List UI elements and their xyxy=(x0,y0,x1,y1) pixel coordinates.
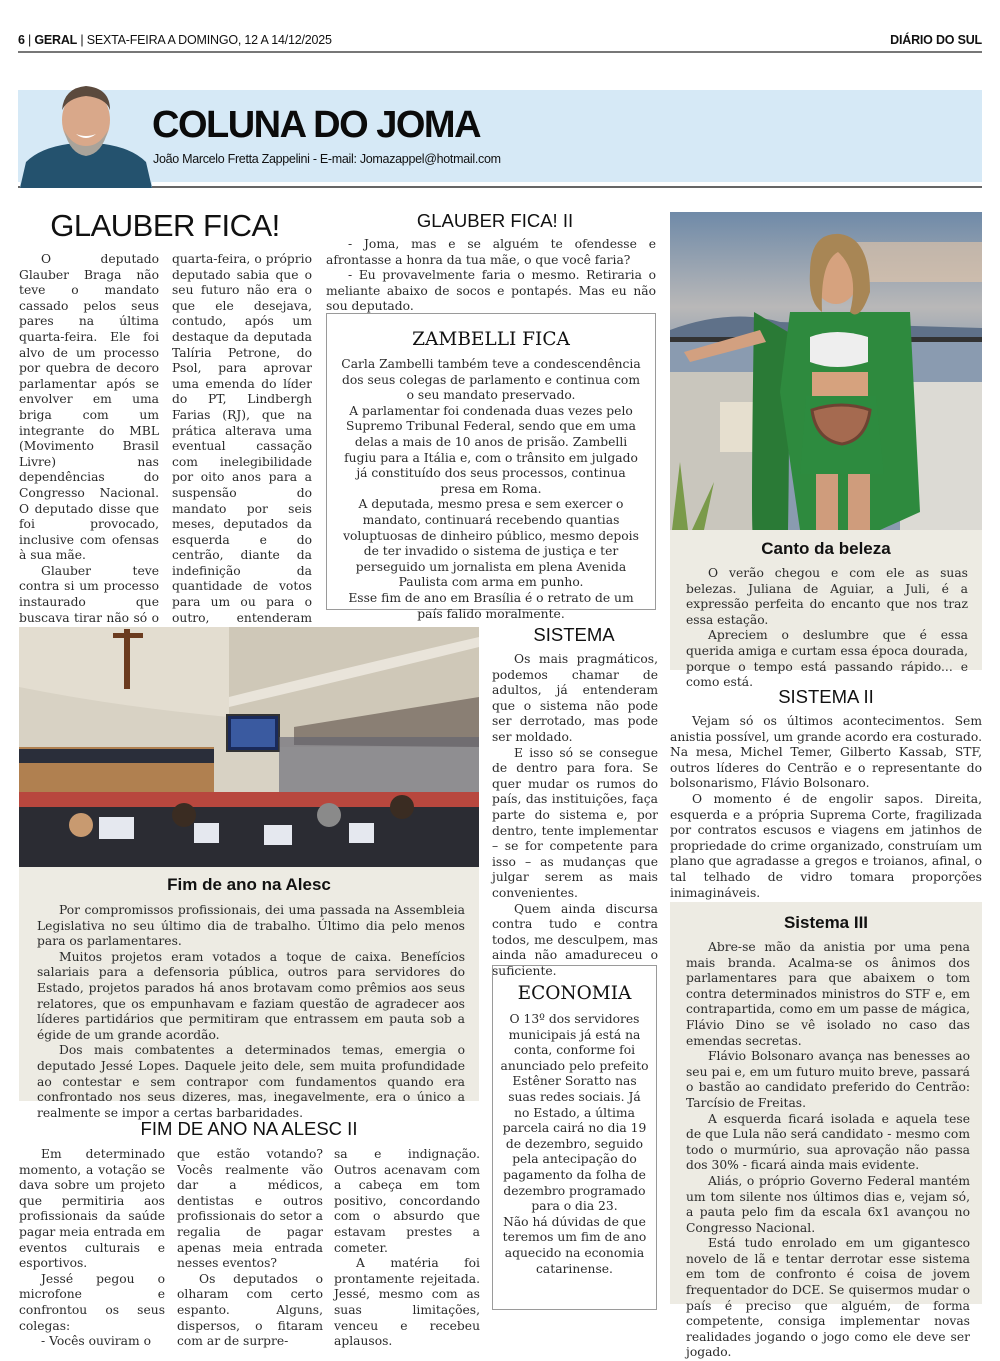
columnist-photo xyxy=(20,80,152,188)
article-column-alesc-2-2 xyxy=(177,1147,323,1350)
article-title-sistema-3: Sistema III xyxy=(783,913,869,932)
article-body-sistema-3 xyxy=(686,940,970,1361)
paragraph: Flávio Bolsonaro avança nas benesses ao seu pai e, em um futuro muito breve, passará o bastão ao candidato preferido do Centrão: Tarcísio de Freitas. xyxy=(686,1049,970,1110)
paragraph: Por compromissos profissionais, dei uma passada na Assembleia Legislativa no seu último dia de trabalho. Último dia pelo menos para os parlamentares. xyxy=(37,903,465,949)
article-title-alesc-2: FIM DE ANO NA ALESC II xyxy=(140,1118,358,1139)
publication-name: DIÁRIO DO SUL xyxy=(890,33,982,47)
paragraph: Glauber teve contra si um processo instaurado que buscava tirar não só o xyxy=(19,563,159,625)
paragraph: Aliás, o próprio Governo Federal mantém um tom silente nos últimos dias e, vejam só, a pauta pelo fim da escala 6x1 avançou no Congresso Nacional. xyxy=(686,1173,970,1235)
folio-left: 6 | GERAL | SEXTA-FEIRA A DOMINGO, 12 A 14/12/2025 xyxy=(18,33,332,47)
paragraph: Não há dúvidas de que teremos um fim de ano aquecido na economia catarinense. xyxy=(502,1214,647,1276)
paragraph: Carla Zambelli também teve a condescendência dos seus colegas de parlamento e continua com o seu mandato preservado. xyxy=(341,357,641,403)
paragraph: Esse fim de ano em Brasília é o retrato de um país falido moralmente. xyxy=(348,590,634,621)
banner-rule xyxy=(18,186,982,188)
page-number: 6 xyxy=(18,33,25,47)
article-body-sistema xyxy=(492,652,658,979)
paragraph: O 13º dos servidores municipais já está na conta, conforme foi anunciado pelo prefeito Estêner Soratto nas suas redes sociais. Já no Estado, a última parcela cairá no dia 19 de dezembro, seguido pela antecipação do pagamento da folha de dezembro programado para o dia 23. xyxy=(500,1012,649,1214)
paragraph: Muitos projetos eram votados a toque de caixa. Benefícios salariais para a defensoria pública, outros para servidores do Estado, projetos parados há anos brotavam como prêmios aos seus relatores, que os empunhavam e faziam questão de agradecer aos líderes partidários que permitiram que entrassem em pauta sob a égide de um grande acordão. xyxy=(37,949,465,1042)
paragraph: Quem ainda discursa contra tudo e contra todos, me desculpem, mas ainda não amadureceu o suficiente. xyxy=(492,901,658,978)
article-title-zambelli: ZAMBELLI FICA xyxy=(412,329,570,350)
section-name: GERAL xyxy=(34,33,78,47)
paragraph: Dos mais combatentes a determinados temas, emergia o deputado Jessé Lopes. Daquele jeito dele, sem muita profundidade ao contestar e sem contrapor com fundamentos quando era confrontado nos seus dizeres, mas, inegavelmente, era o único a realmente se impor a certas barbaridades. xyxy=(37,1043,465,1120)
article-title-glauber: GLAUBER FICA! xyxy=(50,208,280,243)
edition-date: SEXTA-FEIRA A DOMINGO, 12 A 14/12/2025 xyxy=(86,33,332,47)
paragraph: Vejam só os últimos acontecimentos. Sem anistia possível, um grande acordo era costurado. Na mesa, Michel Temer, Gilberto Kassab, STF, outros líderes do Centrão e o representante do bolsonarismo, Flávio Bolsonaro. xyxy=(670,714,982,791)
sistema-3-box xyxy=(670,902,982,1360)
article-body-alesc xyxy=(37,903,465,1121)
article-title-canto: Canto da beleza xyxy=(761,539,891,558)
article-body-glauber-2 xyxy=(326,237,656,315)
article-title-economia: ECONOMIA xyxy=(517,983,632,1004)
paragraph: Os mais pragmáticos, podemos chamar de adultos, já entenderam que o sistema não pode ser derrotado, mas pode ser moldado. xyxy=(492,652,658,744)
paragraph: A matéria foi prontamente rejeitada. Jessé, mesmo com as suas limitações, venceu e recebeu aplausos. xyxy=(334,1256,480,1349)
paragraph: O verão chegou e com ele as suas belezas. Juliana de Aguiar, a Juli, é a expressão perfeita do encanto que nos traz essa estação. xyxy=(686,566,968,627)
economia-box xyxy=(492,965,657,1310)
alesc-plenary-photo xyxy=(19,627,479,867)
paragraph: - Vocês ouviram o xyxy=(41,1334,151,1349)
article-column-alesc-2-1 xyxy=(19,1147,165,1350)
paragraph: A deputada, mesmo presa e sem exercer o mandato, continuará recebendo quantias voluptuosas de dinheiro público, mesmo depois de ter invadido o sistema de justiça e ter perseguido um jornalista em plena Avenida Paulista com arma em punho. xyxy=(343,497,639,590)
paragraph: que estão votando? Vocês realmente vão dar a médicos, dentistas e outros profissionais do setor a regalia de pagar apenas meia entrada nesses eventos? xyxy=(177,1147,323,1271)
paragraph: Os deputados o olharam com certo espanto. Alguns, dispersos, o fitaram com ar de surpre- xyxy=(177,1271,323,1349)
paragraph: Em determinado momento, a votação se dava sobre um projeto que permitiria aos profissionais da saúde pagar meia entrada em eventos culturais e esportivos. xyxy=(19,1147,165,1271)
article-body-sistema-2 xyxy=(670,714,982,901)
paragraph: A parlamentar foi condenada duas vezes pelo Supremo Tribunal Federal, sendo que em uma delas a mais de 10 anos de prisão. Zambelli fugiu para a Itália e, com o trânsito em julgado já constituído dos seus processos, continua presa em Roma. xyxy=(344,403,638,496)
paragraph: O deputado Glauber Braga não teve o mandato cassado pelos seus pares na última quarta-feira. Ele foi alvo de um processo por quebra de decoro parlamentar após se envolver em uma briga com um integrante do MBL (Movimento Brasil Livre) nas dependências do Congresso Nacional. O deputado disse que foi provocado, inclusive com ofensas à sua mãe. xyxy=(19,252,159,563)
column-byline: João Marcelo Fretta Zappelini - E-mail: Jomazappel@hotmail.com xyxy=(153,152,501,166)
paragraph: A esquerda ficará isolada e aquela tese de que Lula não será candidato - mesmo com todo o murmúrio, sua aprovação não passa dos 30% - ficará ainda mais evidente. xyxy=(686,1111,970,1173)
paragraph: Jessé pegou o microfone e confrontou os seus colegas: xyxy=(19,1271,165,1333)
article-column-alesc-2-3 xyxy=(334,1147,480,1350)
paragraph: sa e indignação. Outros acenavam com a cabeça em tom positivo, concordando com o absurdo que estavam prestes a cometer. xyxy=(334,1147,480,1255)
paragraph: - Joma, mas e se alguém te ofendesse e afrontasse a honra da tua mãe, o que você faria? xyxy=(326,237,656,267)
paragraph: O momento é de engolir sapos. Direita, esquerda e a própria Suprema Corte, fragilizada por contratos escusos e viagens em jatinhos de propriedade do crime organizado, construíam um plano que agradasse a gregos e troianos, afinal, o tal telhado de vidro tomara proporções inimagináveis. xyxy=(670,791,982,900)
article-body-canto xyxy=(686,566,968,691)
paragraph: Apreciem o deslumbre que é essa querida amiga e curtam essa época dourada, porque o tempo está passando rápido... e como está. xyxy=(686,628,968,690)
paragraph: quarta-feira, o próprio deputado sabia que o seu futuro não era o que ele desejava, contudo, após um destaque da deputada Talíria Petrone, do Psol, para aprovar uma emenda do líder do PT, Lindbergh Farias (RJ), que na prática alterava uma eventual cassação com inelegibilidade por oito anos para a suspensão do mandato por seis meses, deputados da esquerda e do centrão, diante da indefinição da quantidade de votos para um ou para o outro, entenderam xyxy=(172,252,312,625)
article-column-glauber-2 xyxy=(172,252,312,673)
paragraph: - Eu provavelmente faria o mesmo. Retiraria o meliante abaixo de socos e pontapés. Mas eu não sou deputado. xyxy=(326,268,656,314)
alesc-box xyxy=(19,867,479,1120)
column-title: COLUNA DO JOMA xyxy=(152,104,481,146)
page-folio xyxy=(18,33,982,53)
article-body-economia xyxy=(499,1012,650,1277)
article-body-zambelli xyxy=(341,357,641,622)
article-title-alesc: Fim de ano na Alesc xyxy=(167,875,331,894)
paragraph: Abre-se mão da anistia por uma pena mais branda. Acalma-se os ânimos dos parlamentares para que abaixem o tom contra determinados ministros do STF e, em contrapartida, como em um passe de mágica, Flávio Dino se vê isolado no caso das emendas secretas. xyxy=(686,940,970,1048)
paragraph: Está tudo enrolado em um gigantesco novelo de lã e tentar derrotar esse sistema em tom de confronto é coisa de jovem frequentador do DCE. Se quisermos mudar o país é preciso que alguém, de forma competente, consiga implementar novas realidades jogando o jogo como ele deve ser jogado. xyxy=(686,1236,970,1360)
article-title-glauber-2: GLAUBER FICA! II xyxy=(416,210,574,231)
article-title-sistema-2: SISTEMA II xyxy=(778,686,874,707)
article-title-sistema: SISTEMA xyxy=(533,624,615,645)
paragraph: E isso só se consegue de dentro para fora. Se quer mudar os rumos do país, das instituições, faça parte do sistema e, por dentro, tente implementar – se for competente para isso – as mudanças que julgar serem as mais convenientes. xyxy=(492,745,658,900)
canto-beleza-box xyxy=(670,530,982,690)
zambelli-box xyxy=(326,313,656,621)
juliana-photo xyxy=(670,212,982,530)
